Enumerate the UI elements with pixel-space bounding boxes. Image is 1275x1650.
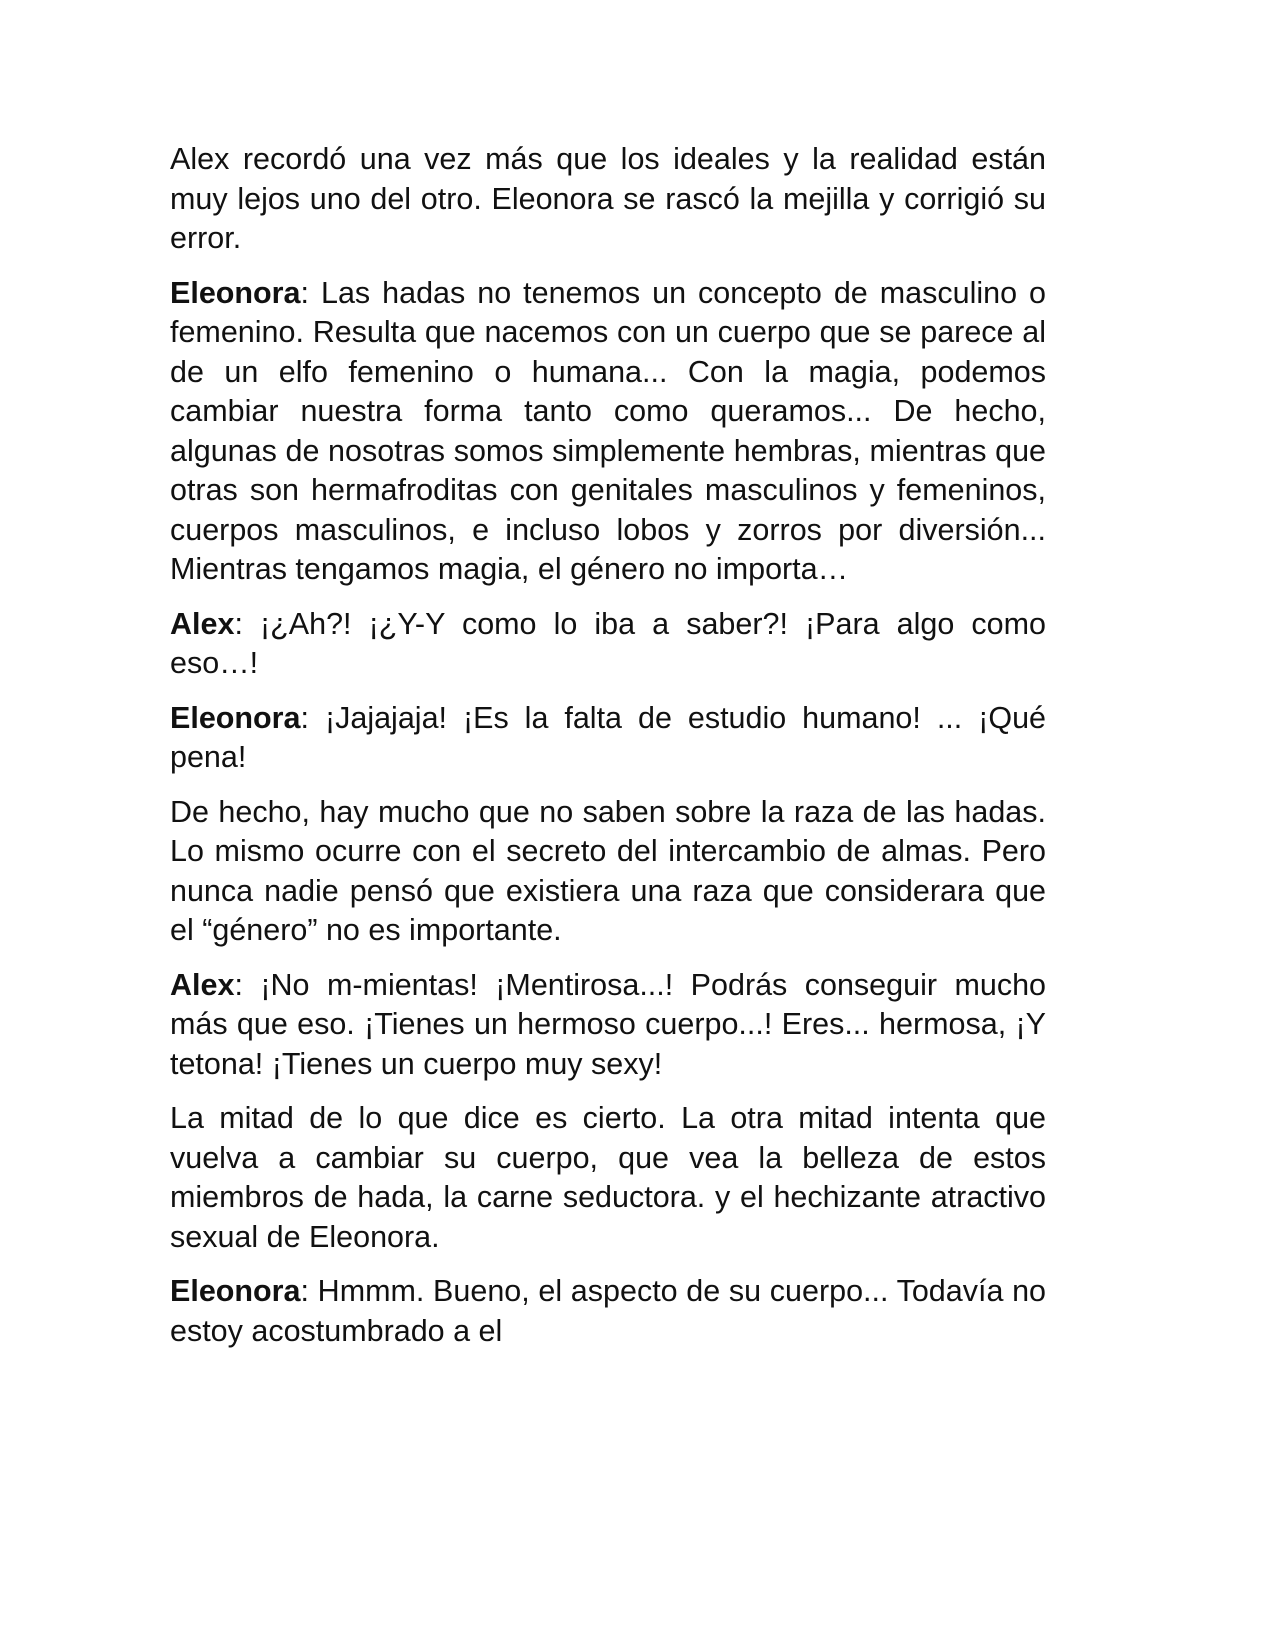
dialogue-paragraph [170,966,1046,1085]
speaker-separator: : [300,1274,318,1308]
narration-paragraph [170,140,1046,259]
dialogue-text: Hmmm. Bueno, el aspecto de su cuerpo... Todavía no estoy acostumbrado a el [170,1274,1046,1348]
dialogue-text: ¡No m-mientas! ¡Mentirosa...! Podrás conseguir mucho más que eso. ¡Tienes un hermoso cuerpo...! Eres... hermosa, ¡Y tetona! ¡Tienes un cuerpo muy sexy! [170,967,1046,1081]
dialogue-paragraph [170,605,1046,684]
narration-paragraph [170,1099,1046,1257]
dialogue-text: Las hadas no tenemos un concepto de masculino o femenino. Resulta que nacemos con un cuerpo que se parece al de un elfo femenino o humana... Con la magia, podemos cambiar nuestra forma tanto como queramos... De hecho, algunas de nosotras somos simplemente hembras, mientras que otras son hermafroditas con genitales masculinos y femeninos, cuerpos masculinos, e incluso lobos y zorros por diversión... Mientras tengamos magia, el género no importa… [170,275,1046,586]
speaker-name: Alex [170,606,235,641]
paragraph-text: De hecho, hay mucho que no saben sobre la raza de las hadas. Lo mismo ocurre con el secreto del intercambio de almas. Pero nunca nadie pensó que existiera una raza que considerara que el “género” no es importante. [170,794,1046,947]
dialogue-paragraph [170,1272,1046,1351]
speaker-separator: : [234,967,261,1002]
speaker-name: Eleonora [170,1274,301,1308]
speaker-name: Eleonora [170,275,301,310]
paragraph-text: Alex recordó una vez más que los ideales y la realidad están muy lejos uno del otro. Eleonora se rascó la mejilla y corrigió su error. [170,142,1046,255]
speaker-name: Alex [170,967,235,1002]
narration-paragraph [170,793,1046,951]
dialogue-text: ¡¿Ah?! ¡¿Y-Y como lo iba a saber?! ¡Para algo como eso…! [170,606,1046,680]
speaker-separator: : [300,700,325,735]
dialogue-paragraph [170,274,1046,590]
document-page [170,140,1046,1440]
speaker-name: Eleonora [170,700,301,735]
speaker-separator: : [300,275,321,310]
dialogue-text: ¡Jajajaja! ¡Es la falta de estudio humano! ... ¡Qué pena! [170,700,1046,774]
dialogue-paragraph [170,699,1046,778]
paragraph-text: La mitad de lo que dice es cierto. La otra mitad intenta que vuelva a cambiar su cuerpo, que vea la belleza de estos miembros de hada, la carne seductora. y el hechizante atractivo sexual de Eleonora. [170,1101,1046,1254]
speaker-separator: : [234,606,260,641]
